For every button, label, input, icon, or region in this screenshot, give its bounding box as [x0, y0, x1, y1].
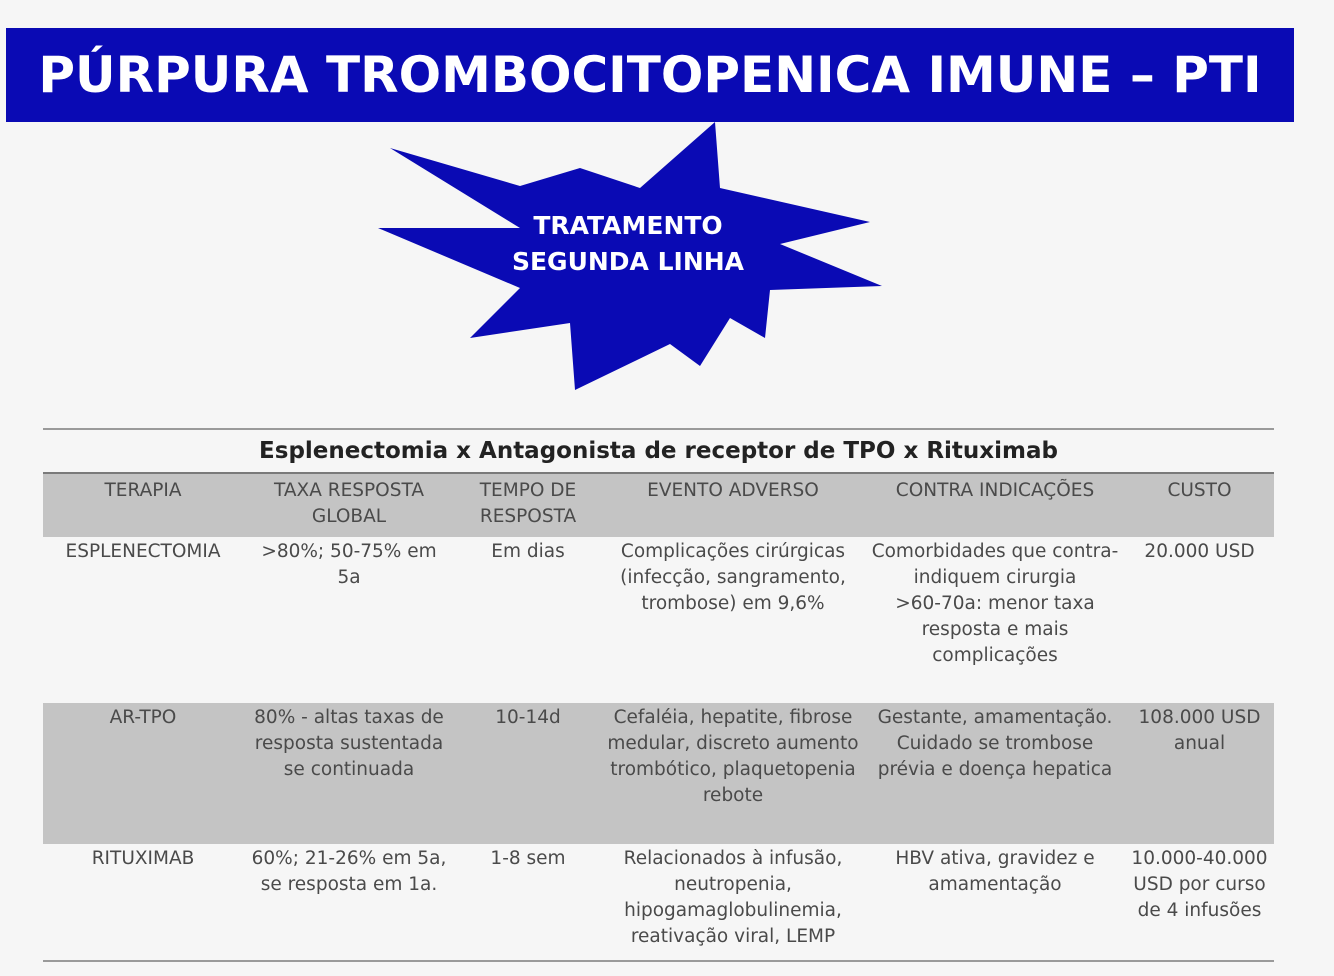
table-row	[43, 703, 1274, 844]
column-header-custo: CUSTO	[1167, 480, 1232, 501]
cell-tempo: 10-14d	[495, 707, 561, 728]
cell-terapia: AR-TPO	[109, 707, 177, 728]
burst-label	[480, 208, 776, 280]
comparison-table-block	[43, 428, 1274, 962]
cell-contra-line: Comorbidades que contra-indiquem cirurgia	[871, 541, 1119, 588]
column-header-tempo: TEMPO DE RESPOSTA	[479, 480, 577, 527]
cell-evento: Relacionados à infusão, neutropenia, hipogamaglobulinemia, reativação viral, LEMP	[623, 848, 843, 947]
cell-contra	[865, 537, 1125, 703]
cell-taxa: 60%; 21-26% em 5a, se resposta em 1a.	[251, 848, 447, 895]
cell-evento: Complicações cirúrgicas (infecção, sangramento, trombose) em 9,6%	[620, 541, 846, 614]
table-caption: Esplenectomia x Antagonista de receptor de TPO x Rituximab	[259, 438, 1058, 464]
column-header-evento: EVENTO ADVERSO	[647, 480, 819, 501]
cell-tempo: Em dias	[491, 541, 565, 562]
cell-taxa: >80%; 50-75% em 5a	[261, 541, 437, 588]
cell-contra-line: HBV ativa, gravidez e amamentação	[895, 848, 1095, 895]
cell-tempo: 1-8 sem	[490, 848, 566, 869]
column-header-taxa: TAXA RESPOSTA GLOBAL	[274, 480, 424, 527]
title-banner	[6, 28, 1294, 122]
cell-custo: 108.000 USD anual	[1138, 707, 1261, 754]
divider	[43, 960, 1274, 962]
cell-terapia: ESPLENECTOMIA	[65, 541, 221, 562]
cell-terapia: RITUXIMAB	[91, 848, 195, 869]
cell-contra-line: Gestante, amamentação.	[877, 707, 1113, 728]
burst-label-line2: SEGUNDA LINHA	[511, 247, 745, 276]
cell-contra	[865, 703, 1125, 844]
column-header-contra: CONTRA INDICAÇÕES	[895, 480, 1095, 501]
column-header-terapia: TERAPIA	[104, 480, 182, 501]
cell-taxa: 80% - altas taxas de resposta sustentada se continuada	[254, 707, 444, 780]
cell-contra-line: Cuidado se trombose prévia e doença hepatica	[877, 733, 1113, 780]
table-header-row	[43, 474, 1274, 537]
comparison-table	[43, 474, 1274, 960]
table-row	[43, 844, 1274, 960]
cell-contra	[865, 844, 1125, 960]
table-row	[43, 537, 1274, 703]
cell-custo: 20.000 USD	[1144, 541, 1255, 562]
burst-label-line1: TRATAMENTO	[533, 211, 723, 240]
page-title: PÚRPURA TROMBOCITOPENICA IMUNE – PTI	[38, 46, 1262, 104]
cell-contra-line: >60-70a: menor taxa resposta e mais complicações	[895, 593, 1095, 666]
cell-evento: Cefaléia, hepatite, fibrose medular, discreto aumento trombótico, plaquetopenia rebote	[607, 707, 859, 806]
cell-custo: 10.000-40.000 USD por curso de 4 infusões	[1131, 848, 1268, 921]
